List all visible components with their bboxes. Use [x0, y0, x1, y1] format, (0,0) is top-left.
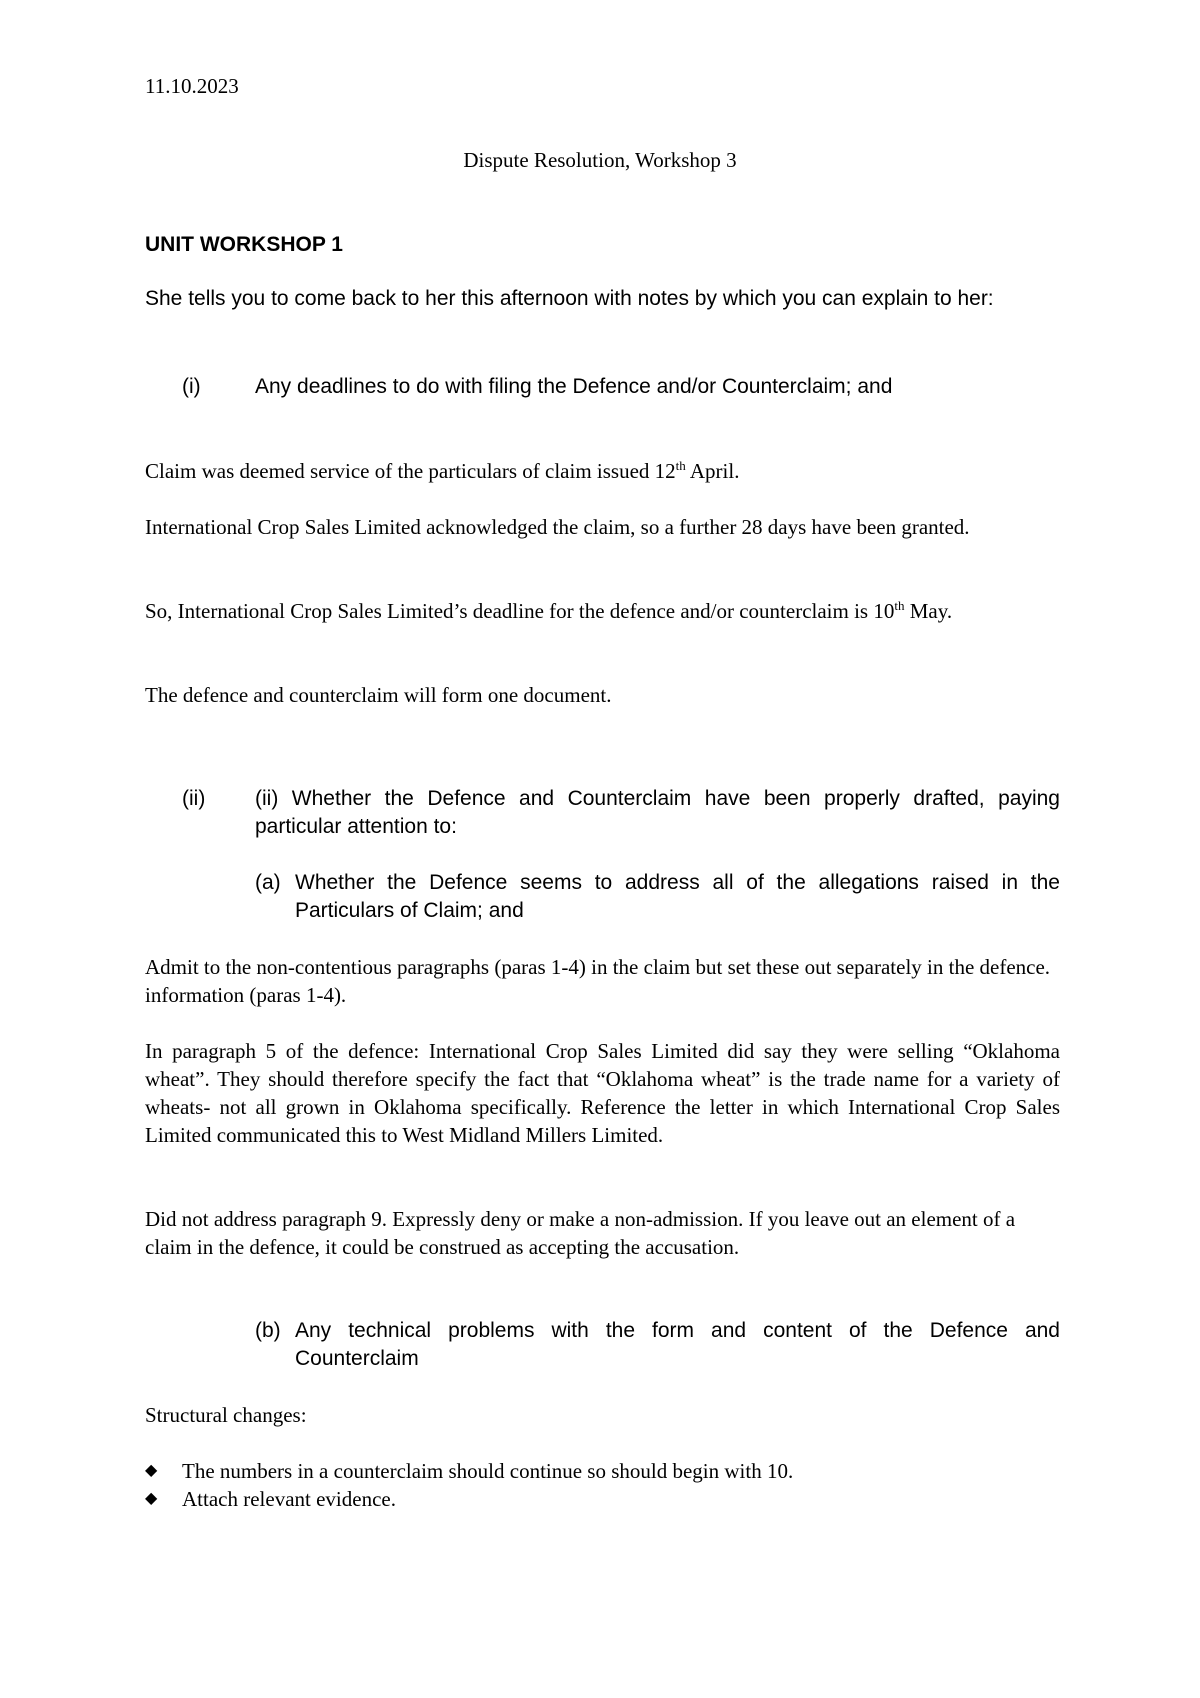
- defence-note-paragraph-5: In paragraph 5 of the defence: International Crop Sales Limited did say they were selling “Oklahoma wheat”. They should therefore specify the fact that “Oklahoma wheat” is the trade name for a variety of wheats- not all grown in Oklahoma specifically. Reference the letter in which International Crop Sales Limited communicated this to West Midland Millers Limited.: [145, 1039, 1060, 1147]
- document-title: Dispute Resolution, Workshop 3: [463, 148, 737, 172]
- list-item-text: Any deadlines to do with filing the Defence and/or Counterclaim; and: [255, 375, 893, 398]
- bullet-text: Attach relevant evidence.: [182, 1487, 396, 1511]
- intro-paragraph: She tells you to come back to her this afternoon with notes by which you can explain to her:: [145, 287, 994, 310]
- deadline-note-service: Claim was deemed service of the particulars of claim issued 12th April.: [145, 458, 740, 483]
- defence-note-paragraph-9: Did not address paragraph 9. Expressly deny or make a non-admission. If you leave out an element of a claim in the defence, it could be construed as accepting the accusation.: [145, 1207, 1016, 1259]
- deadline-note-deadline: So, International Crop Sales Limited’s deadline for the defence and/or counterclaim is 10th May.: [145, 598, 953, 623]
- deadline-note-one-document: The defence and counterclaim will form one document.: [145, 683, 612, 707]
- diamond-bullet-icon: ◆: [145, 1490, 158, 1507]
- list-item-text: (ii) Whether the Defence and Counterclaim have been properly drafted, paying particular attention to:: [255, 787, 1060, 838]
- list-item-label: (i): [182, 375, 201, 398]
- section-heading: UNIT WORKSHOP 1: [145, 233, 343, 256]
- diamond-bullet-icon: ◆: [145, 1462, 158, 1479]
- defence-note-admit: Admit to the non-contentious paragraphs (paras 1-4) in the claim but set these out separately in the defence. information (paras 1-4).: [145, 955, 1051, 1007]
- sub-item-text: Any technical problems with the form and content of the Defence and Counterclaim: [295, 1319, 1060, 1370]
- sub-item-label: (b): [255, 1319, 281, 1342]
- deadline-note-acknowledged: International Crop Sales Limited acknowledged the claim, so a further 28 days have been granted.: [145, 515, 970, 539]
- structural-changes-heading: Structural changes:: [145, 1403, 307, 1427]
- bullet-text: The numbers in a counterclaim should continue so should begin with 10.: [182, 1459, 794, 1483]
- sub-item-text: Whether the Defence seems to address all of the allegations raised in the Particulars of Claim; and: [295, 871, 1060, 922]
- sub-item-label: (a): [255, 871, 281, 894]
- list-item-label: (ii): [182, 787, 206, 810]
- document-date: 11.10.2023: [145, 74, 239, 98]
